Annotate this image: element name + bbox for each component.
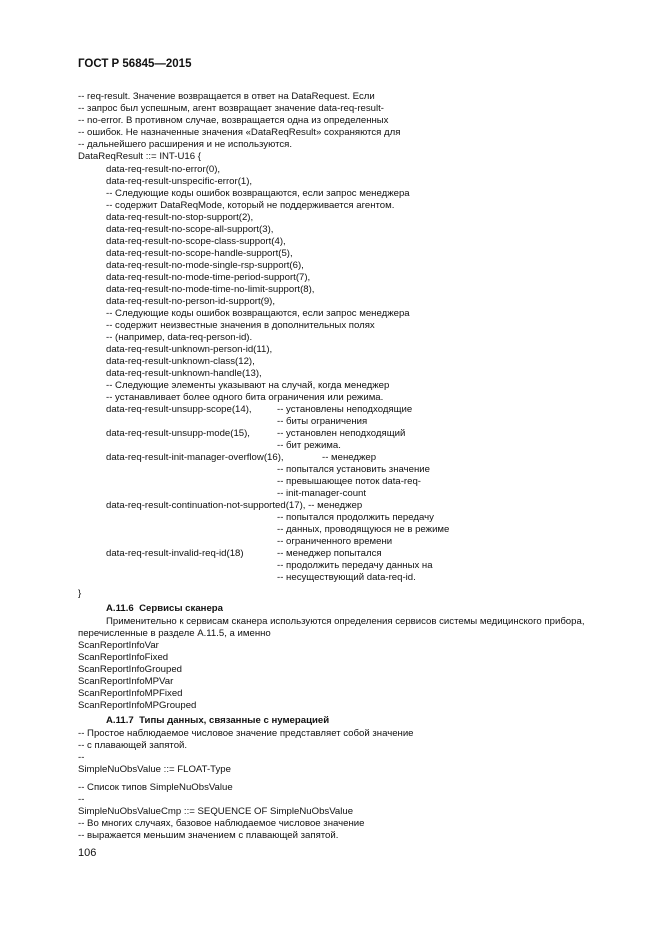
code-comment: -- менеджер попытался <box>277 548 382 559</box>
code-comment: -- попытался продолжить передачу <box>277 512 434 523</box>
page-number: 106 <box>78 847 97 859</box>
closing-brace: } <box>78 588 82 599</box>
code-line: data-req-result-invalid-req-id(18) <box>106 548 244 559</box>
code-line: data-req-result-unknown-class(12), <box>106 356 255 367</box>
code-line: -- содержит DataReqMode, который не поддерживается агентом. <box>106 200 395 211</box>
code-comment: -- продолжить передачу данных на <box>277 560 433 571</box>
code-comment: -- init-manager-count <box>277 488 367 499</box>
text-line: -- req-result. Значение возвращается в ответ на DataRequest. Если <box>78 91 375 102</box>
code-line: data-req-result-unknown-person-id(11), <box>106 344 273 355</box>
code-line: data-req-result-unsupp-mode(15), <box>106 428 250 439</box>
code-line: -- с плавающей запятой. <box>78 740 188 751</box>
document-header: ГОСТ Р 56845—2015 <box>78 58 192 70</box>
code-line: data-req-result-no-mode-single-rsp-support(6), <box>106 260 304 271</box>
code-line: -- <box>78 752 85 763</box>
code-line: data-req-result-unsupp-scope(14), <box>106 404 252 415</box>
code-line: data-req-result-no-error(0), <box>106 164 221 175</box>
text-line: -- ошибок. Не назначенные значения «DataReqResult» сохраняются для <box>78 127 401 138</box>
code-line: data-req-result-no-scope-class-support(4), <box>106 236 286 247</box>
text-line: -- дальнейшего расширения и не используются. <box>78 139 293 150</box>
list-item: ScanReportInfoGrouped <box>78 664 182 675</box>
paragraph-line: Применительно к сервисам сканера используются определения сервисов системы медицинского прибора, <box>106 616 585 627</box>
code-line: data-req-result-no-person-id-support(9), <box>106 296 276 307</box>
code-comment: -- попытался установить значение <box>277 464 430 475</box>
code-comment: -- ограниченного времени <box>277 536 393 547</box>
text-line: -- no-error. В противном случае, возвращается одна из определенных <box>78 115 389 126</box>
code-line: -- <box>78 794 85 805</box>
code-line: data-req-result-no-mode-time-period-support(7), <box>106 272 311 283</box>
code-line: -- Список типов SimpleNuObsValue <box>78 782 233 793</box>
list-item: ScanReportInfoFixed <box>78 652 169 663</box>
paragraph-line: перечисленные в разделе А.11.5, а именно <box>78 628 271 639</box>
code-line: SimpleNuObsValue ::= FLOAT-Type <box>78 764 231 775</box>
code-comment: -- биты ограничения <box>277 416 368 427</box>
code-comment: -- превышающее поток data-req- <box>277 476 421 487</box>
code-line: data-req-result-no-scope-all-support(3), <box>106 224 274 235</box>
list-item: ScanReportInfoMPGrouped <box>78 700 197 711</box>
code-line: data-req-result-no-stop-support(2), <box>106 212 254 223</box>
list-item: ScanReportInfoMPVar <box>78 676 174 687</box>
code-line: data-req-result-init-manager-overflow(16), <box>106 452 284 463</box>
code-line: -- Следующие коды ошибок возвращаются, если запрос менеджера <box>106 188 410 199</box>
code-line: data-req-result-no-mode-time-no-limit-support(8), <box>106 284 315 295</box>
code-line: -- содержит неизвестные значения в дополнительных полях <box>106 320 375 331</box>
code-line: data-req-result-unspecific-error(1), <box>106 176 253 187</box>
list-item: ScanReportInfoMPFixed <box>78 688 183 699</box>
code-comment: -- установлен неподходящий <box>277 428 406 439</box>
code-line: data-req-result-continuation-not-supported(17), -- менеджер <box>106 500 363 511</box>
text-line: -- запрос был успешным, агент возвращает значение data-req-result- <box>78 103 385 114</box>
code-comment: -- бит режима. <box>277 440 341 451</box>
code-comment: -- установлены неподходящие <box>277 404 413 415</box>
section-heading: А.11.7 Типы данных, связанные с нумерацией <box>106 715 330 726</box>
list-item: ScanReportInfoVar <box>78 640 159 651</box>
code-line: SimpleNuObsValueCmp ::= SEQUENCE OF SimpleNuObsValue <box>78 806 354 817</box>
code-line: -- Следующие коды ошибок возвращаются, если запрос менеджера <box>106 308 410 319</box>
code-line: -- выражается меньшим значением с плавающей запятой. <box>78 830 339 841</box>
code-line: -- (например, data-req-person-id). <box>106 332 253 343</box>
code-line: DataReqResult ::= INT-U16 { <box>78 151 201 162</box>
code-line: -- устанавливает более одного бита ограничения или режима. <box>106 392 384 403</box>
code-line: data-req-result-unknown-handle(13), <box>106 368 262 379</box>
code-line: -- Следующие элементы указывают на случай, когда менеджер <box>106 380 390 391</box>
code-line: -- Во многих случаях, базовое наблюдаемое числовое значение <box>78 818 365 829</box>
code-line: -- Простое наблюдаемое числовое значение представляет собой значение <box>78 728 414 739</box>
code-comment: -- несуществующий data-req-id. <box>277 572 416 583</box>
code-comment: -- данных, проводящуюся не в режиме <box>277 524 450 535</box>
code-line: data-req-result-no-scope-handle-support(5), <box>106 248 293 259</box>
code-comment: -- менеджер <box>322 452 377 463</box>
section-heading: А.11.6 Сервисы сканера <box>106 603 223 614</box>
